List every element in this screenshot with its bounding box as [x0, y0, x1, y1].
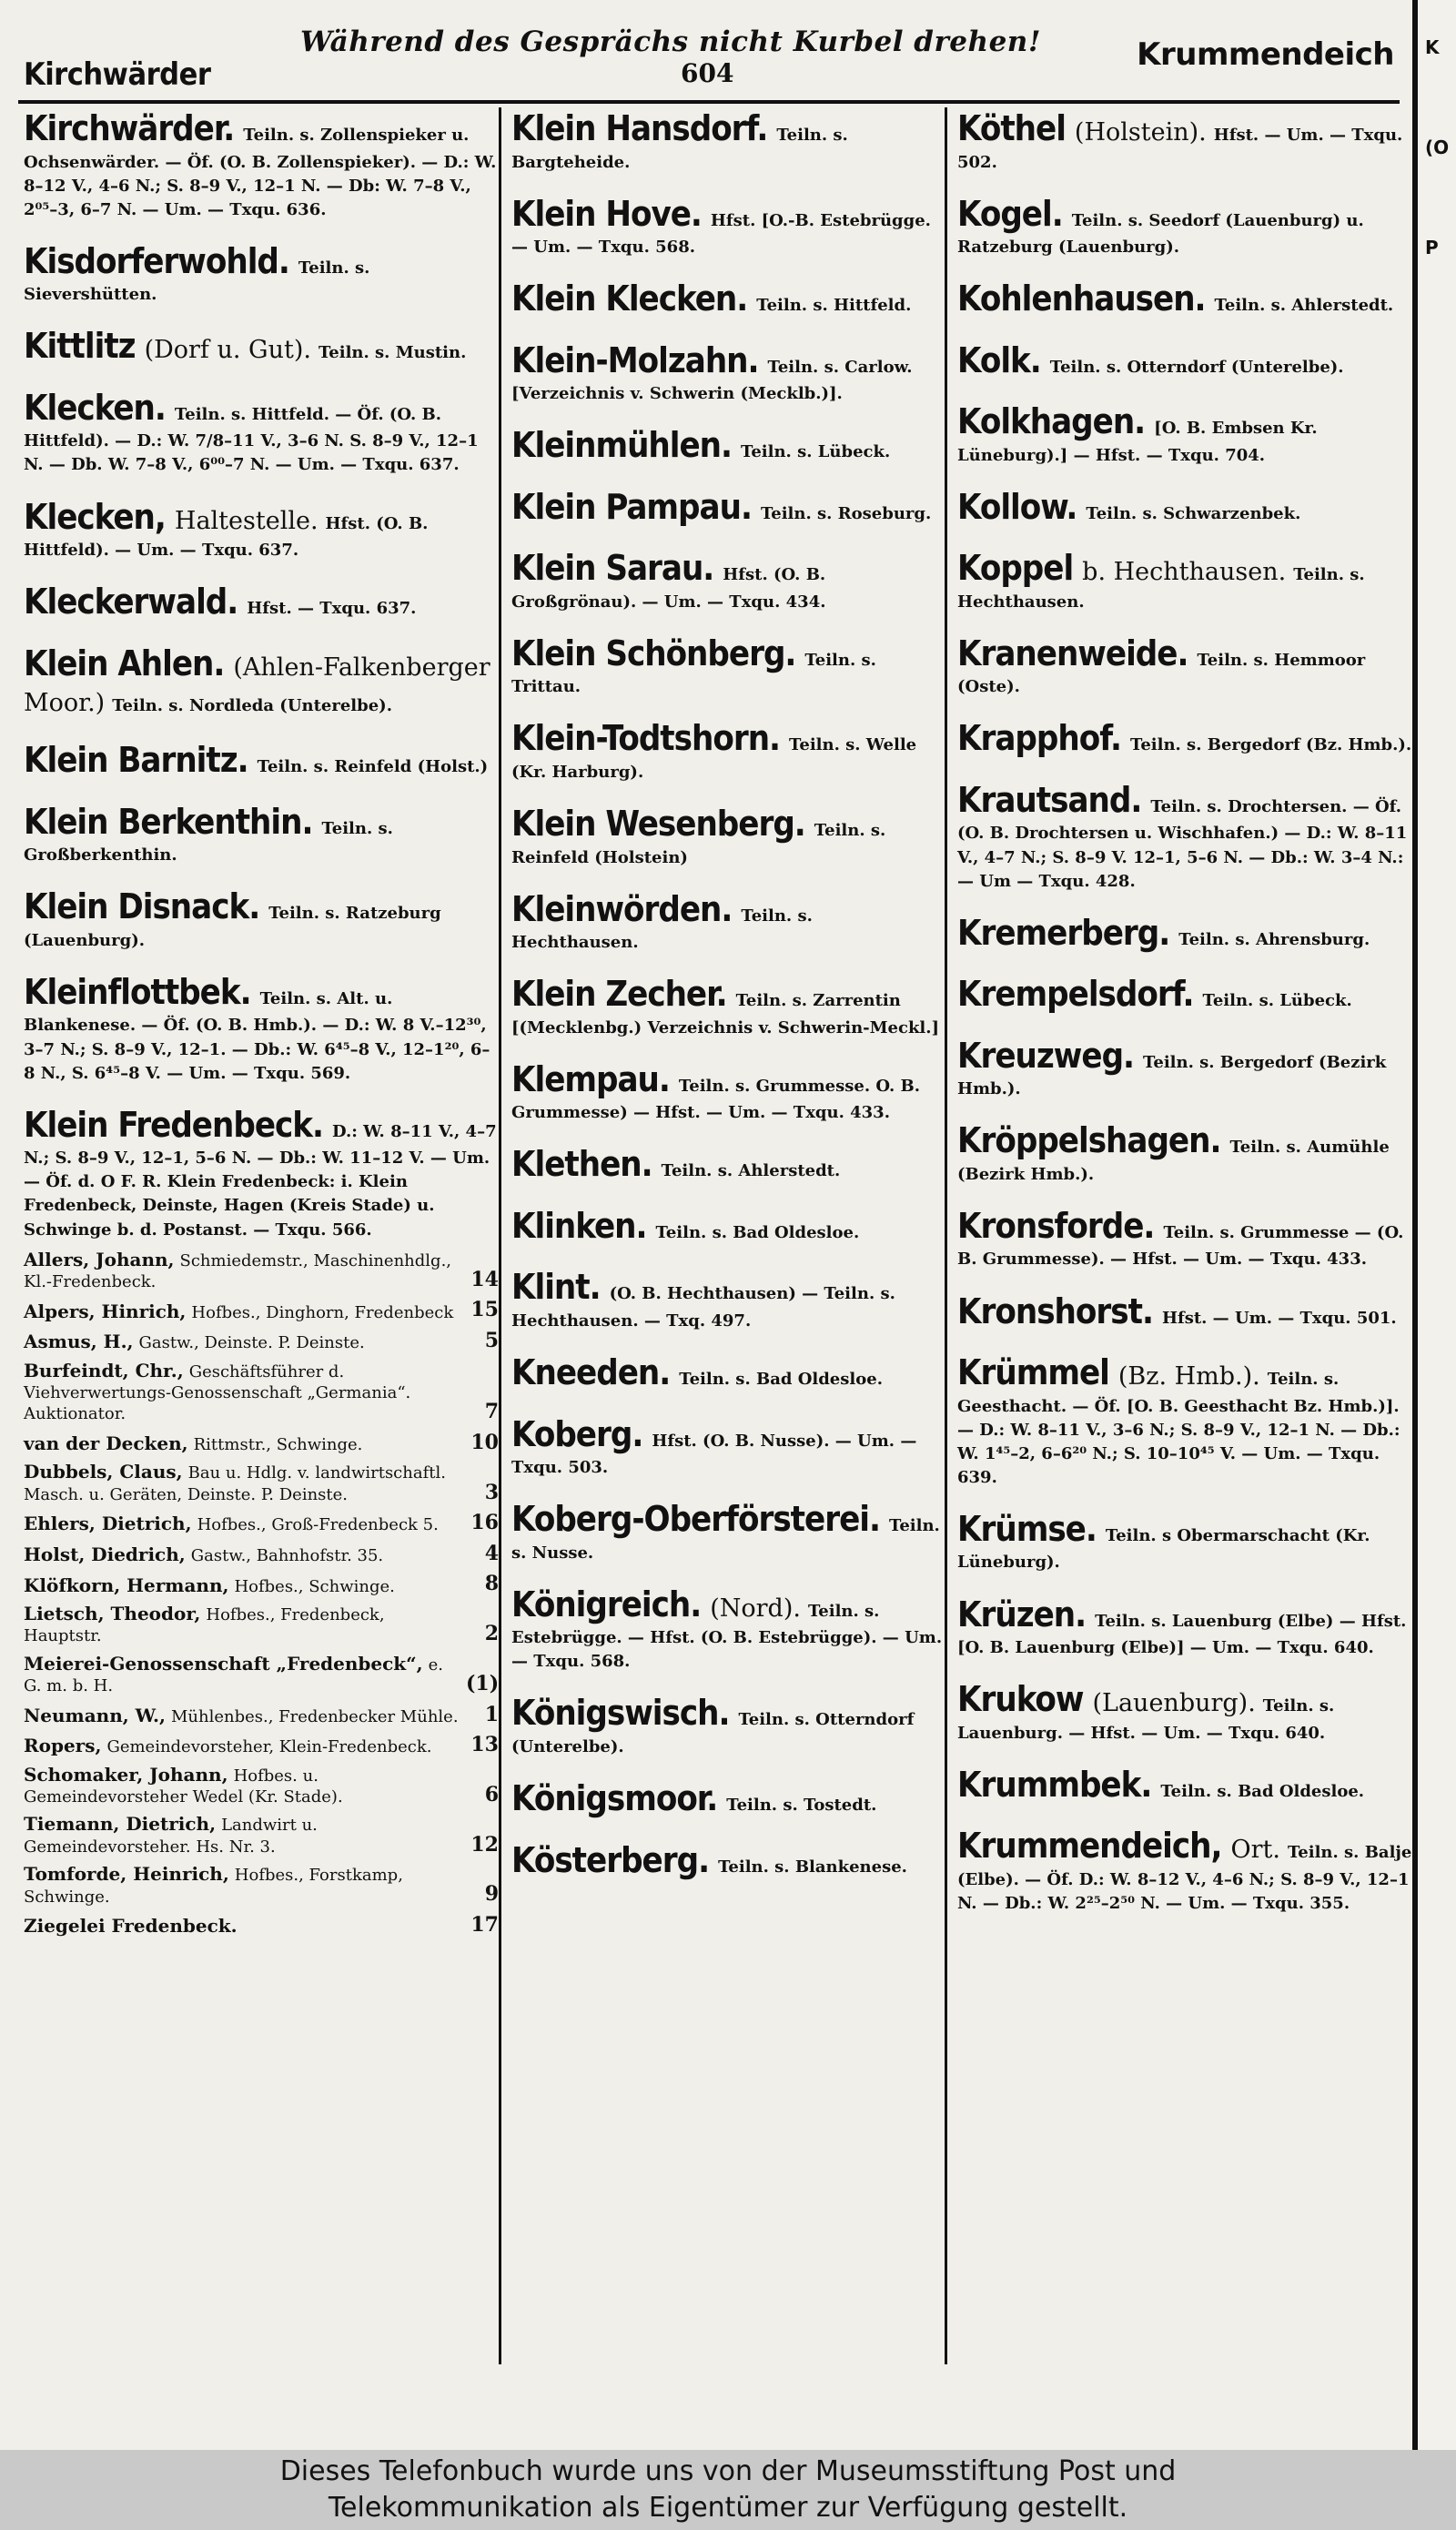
entry-details: Teiln. s. Carlow. [Verzeichnis v. Schwerin (Mecklb.)]. [511, 357, 913, 404]
subscriber-row [24, 1359, 499, 1425]
directory-entry [957, 1035, 1412, 1102]
archive-footer [0, 2450, 1456, 2530]
place-name: Klein Sarau. [511, 548, 714, 589]
subscriber-description: Schmiedemstr., Maschinenhdlg., Kl.-Fredenbeck. [24, 1250, 452, 1292]
phone-number: 15 [470, 1298, 499, 1322]
directory-entry [957, 547, 1412, 614]
entry-details: Teiln. s. Alt. u. Blankenese. — Öf. (O. B. Hmb.). — D.: W. 8 V.–12³⁰, 3–7 N.; S. 8–9 V., 12–1. — Db.: W. 6⁴⁵–8 V., 12–1²⁰, 6–8 N., S. 6⁴⁵–8 V. — Um. — Txqu. 569. [24, 988, 490, 1083]
directory-entry [511, 1413, 943, 1481]
phone-number: 12 [470, 1832, 499, 1857]
header-left-keyword: Kirchwärder [24, 56, 211, 93]
entry-details: Teiln. s. Lübeck. [1202, 991, 1352, 1011]
place-name: Koppel [957, 548, 1074, 589]
place-name: Kröppelshagen. [957, 1120, 1221, 1161]
place-name: Kittlitz [24, 326, 136, 367]
phone-number: 14 [470, 1267, 499, 1291]
directory-entry [511, 803, 943, 870]
phone-number: 1 [484, 1702, 499, 1726]
place-name: Kneeden. [511, 1352, 671, 1393]
subscriber-row [24, 1702, 499, 1728]
subscriber-name: Burfeindt, Chr., [24, 1359, 184, 1381]
directory-entry [957, 107, 1412, 175]
subscriber-name: Holst, Diedrich, [24, 1543, 186, 1565]
entry-details: Teiln. s. Otterndorf (Unterelbe). [1049, 357, 1344, 377]
entry-details: [O. B. Embsen Kr. Lüneburg).] — Hfst. — Txqu. 704. [957, 419, 1318, 465]
subscriber-description: Hofbes. u. Gemeindevorsteher Wedel (Kr. Stade). [24, 1766, 343, 1807]
place-name: Koberg-Oberförsterei. [511, 1499, 880, 1540]
directory-entry [24, 240, 499, 308]
directory-entry [957, 717, 1412, 761]
directory-entry [957, 1205, 1412, 1272]
entry-details: Teiln. s. Trittau. [511, 650, 876, 697]
place-name: Kisdorferwohld. [24, 240, 289, 281]
entry-details: Teiln. s. Zarrentin [(Mecklenbg.) Verzeichnis v. Schwerin-Meckl.] [511, 991, 940, 1037]
phone-number: 4 [484, 1541, 499, 1565]
entry-details: Teiln. s. Bad Oldesloe. [679, 1370, 883, 1390]
directory-entry [511, 1839, 943, 1883]
entry-details: Teiln. s. Bad Oldesloe. [1160, 1781, 1365, 1801]
directory-entry [957, 1290, 1412, 1334]
directory-entry [24, 107, 499, 222]
place-name: Krümmel [957, 1352, 1109, 1393]
entry-details: Teiln. s. Reinfeld (Holstein) [511, 821, 886, 867]
directory-entry [957, 912, 1412, 956]
subscriber-name: Asmus, H., [24, 1331, 134, 1353]
place-name: Krümse. [957, 1508, 1097, 1549]
place-name: Kolk. [957, 339, 1041, 380]
directory-entry [957, 1508, 1412, 1575]
entry-details: Teiln. s. Ahrensburg. [1178, 929, 1370, 949]
subscriber-name: Tomforde, Heinrich, [24, 1863, 229, 1886]
place-name: Klein Hansdorf. [511, 108, 768, 148]
entry-details: Teiln. s. Ratzeburg (Lauenburg). [24, 904, 441, 950]
subscriber-row [24, 1297, 499, 1323]
subscriber-description: Hofbes., Fredenbeck, Hauptstr. [24, 1604, 385, 1646]
directory-entry [957, 1678, 1412, 1746]
place-name: Klein Barnitz. [24, 740, 248, 781]
place-name: Kirchwärder. [24, 108, 235, 148]
header-right-keyword: Krummendeich [1137, 36, 1394, 73]
place-qualifier: (Nord). [710, 1594, 801, 1623]
place-name: Kronsforde. [957, 1205, 1155, 1246]
place-name: Klein Klecken. [511, 278, 748, 319]
place-name: Kronshorst. [957, 1290, 1153, 1331]
directory-entry [511, 339, 943, 407]
directory-entry [511, 1692, 943, 1759]
entry-details: Hfst. (O. B. Großgrönau). — Um. — Txqu. 434. [511, 565, 826, 612]
place-name: Kösterberg. [511, 1839, 710, 1880]
entry-details: Teiln. s. Nusse. [511, 1516, 940, 1563]
entry-details: Teiln. s. Bad Oldesloe. [655, 1222, 860, 1242]
subscriber-description: Gastw., Deinste. P. Deinste. [138, 1333, 365, 1353]
entry-details: Teiln. s. Zollenspieker u. Ochsenwärder. — Öf. (O. B. Zollenspieker). — D.: W. 8–12 V., 4–6 N.; S. 8–9 V., 12–1 N. — Db: W. 7–8 V., 2⁰⁵–3, 6–7 N. — Um. — Txqu. 636. [24, 126, 497, 219]
footer-line-1: Dieses Telefonbuch wurde uns von der Museumsstiftung Post und [279, 2455, 1177, 2487]
directory-entry [511, 486, 943, 530]
directory-entry [24, 971, 499, 1086]
directory-entry [511, 107, 943, 175]
column-2 [511, 107, 943, 1900]
place-name: Klethen. [511, 1144, 652, 1185]
place-name: Klint. [511, 1267, 601, 1308]
subscriber-description: Mühlenbes., Fredenbecker Mühle. [170, 1706, 459, 1726]
entry-details: Hfst. (O. B. Hittfeld). — Um. — Txqu. 637. [24, 513, 429, 561]
directory-entry [511, 1584, 943, 1675]
place-name: Klein Schönberg. [511, 632, 796, 673]
directory-entry [511, 1498, 943, 1565]
directory-entry [957, 1119, 1412, 1187]
place-name: Klein Disnack. [24, 886, 260, 927]
place-name: Kollow. [957, 486, 1077, 527]
edge-letter: K [1425, 36, 1440, 58]
place-qualifier: (Lauenburg). [1092, 1689, 1256, 1718]
directory-entry [957, 1594, 1412, 1661]
place-name: Kreuzweg. [957, 1035, 1135, 1076]
place-name: Kohlenhausen. [957, 278, 1206, 319]
entry-details: Teiln. s. Hittfeld. — Öf. (O. B. Hittfeld). — D.: W. 7/8–11 V., 3–6 N. S. 8–9 V., 12–1 N. — Db. W. 7–8 V., 6⁰⁰–7 N. — Um. — Txqu. 637. [24, 404, 479, 475]
entry-details: Teiln. s. Lauenburg (Elbe) — Hfst. [O. B. Lauenburg (Elbe)] — Um. — Txqu. 640. [957, 1611, 1407, 1657]
place-name: Klein Wesenberg. [511, 804, 805, 845]
entry-details: Teiln. s. Hechthausen. [957, 565, 1365, 612]
directory-entry [957, 1351, 1412, 1490]
entry-details: D.: W. 8–11 V., 4–7 N.; S. 8–9 V., 12–1, 5–6 N. — Db.: W. 11–12 V. — Um. — Öf. d. O F. R. Klein Fredenbeck: i. Klein Fredenbeck, Deinste, Hagen (Kreis Stade) u. Schwinge b. d. Postanst. — Txqu. 566. [24, 1121, 497, 1240]
subscriber-name: Lietsch, Theodor, [24, 1602, 201, 1624]
place-name: Klein Hove. [511, 193, 702, 234]
entry-details: Teiln. s. Bergedorf (Bezirk Hmb.). [957, 1052, 1387, 1099]
subscriber-row [24, 1510, 499, 1536]
subscriber-row [24, 1732, 499, 1758]
phone-number: 16 [470, 1511, 499, 1535]
place-name: Kleinflottbek. [24, 971, 251, 1012]
phone-number: 2 [484, 1622, 499, 1646]
place-name: Königsmoor. [511, 1778, 718, 1818]
entry-details: Teiln. s. Grummesse. O. B. Grummesse) — Hfst. — Um. — Txqu. 433. [511, 1076, 921, 1123]
directory-entry [511, 717, 943, 784]
directory-entry [24, 801, 499, 868]
directory-entry [957, 779, 1412, 894]
subscriber-name: Schomaker, Johann, [24, 1763, 228, 1786]
place-name: Kleinmühlen. [511, 425, 732, 466]
column-3 [957, 107, 1412, 1934]
place-name: Klein Zecher. [511, 974, 727, 1015]
entry-details: Teiln. s. Seedorf (Lauenburg) u. Ratzeburg (Lauenburg). [957, 210, 1364, 258]
place-name: Kogel. [957, 193, 1063, 234]
subscriber-name: Ropers, [24, 1735, 102, 1757]
subscriber-description: Gastw., Bahnhofstr. 35. [190, 1545, 384, 1565]
directory-entry [511, 193, 943, 260]
directory-entry [511, 278, 943, 321]
place-name: Kolkhagen. [957, 401, 1146, 442]
place-name: Kremerberg. [957, 912, 1170, 953]
entry-details: Teiln. s. Hemmoor (Oste). [957, 650, 1366, 697]
entry-details: Teiln. s. Hechthausen. [511, 906, 813, 953]
subscriber-row [24, 1248, 499, 1293]
subscriber-description: Hofbes., Forstkamp, Schwinge. [24, 1866, 403, 1907]
entry-details: (O. B. Hechthausen) — Teiln. s. Hechthausen. — Txq. 497. [511, 1284, 895, 1331]
phone-number: 13 [470, 1733, 499, 1757]
subscriber-description: Hofbes., Dinghorn, Fredenbeck [191, 1302, 454, 1322]
entry-details: Teiln. s. Großberkenthin. [24, 818, 393, 865]
place-qualifier: (Bz. Hmb.). [1117, 1362, 1260, 1392]
entry-details: Teiln. s. Mustin. [318, 343, 467, 363]
entry-details: Hfst. [O.-B. Estebrügge. — Um. — Txqu. 568. [511, 210, 931, 258]
directory-entry [511, 1143, 943, 1187]
directory-entry [511, 1058, 943, 1126]
entry-details: Hfst. (O. B. Nusse). — Um. — Txqu. 503. [511, 1431, 917, 1478]
place-qualifier: (Dorf u. Gut). [144, 336, 311, 365]
entry-details: Teiln. s. Estebrügge. — Hfst. (O. B. Estebrügge). — Um. — Txqu. 568. [511, 1601, 943, 1672]
place-name: Klinken. [511, 1205, 647, 1246]
directory-entry [24, 496, 499, 563]
entry-details: Teiln. s. Balje (Elbe). — Öf. D.: W. 8–12 V., 4–6 N.; S. 8–9 V., 12–1 N. — Db.: W. 2²⁵–2⁵⁰ N. — Um. — Txqu. 355. [957, 1843, 1412, 1913]
entry-details: Teiln. s. Bargteheide. [511, 126, 848, 172]
place-name: Krüzen. [957, 1594, 1087, 1634]
directory-entry [24, 643, 499, 722]
subscriber-description: e. G. m. b. H. [24, 1655, 444, 1696]
subscriber-row [24, 1862, 499, 1908]
entry-details: Teiln. s. Lauenburg. — Hfst. — Um. — Txqu. 640. [957, 1696, 1335, 1743]
directory-entry [957, 1764, 1412, 1807]
place-name: Königreich. [511, 1584, 702, 1624]
subscriber-name: Klöfkorn, Hermann, [24, 1574, 229, 1596]
subscriber-row [24, 1602, 499, 1647]
header-notice: Während des Gesprächs nicht Kurbel drehen! [300, 25, 1041, 58]
header-rule [18, 100, 1400, 104]
subscriber-description: Hofbes., Groß-Fredenbeck 5. [197, 1515, 439, 1535]
directory-entry [957, 278, 1412, 321]
directory-entry [957, 400, 1412, 468]
directory-entry [957, 486, 1412, 530]
entry-details: Teiln. s. Nordleda (Unterelbe). [112, 696, 392, 716]
subscriber-list [24, 1248, 499, 1938]
entry-details: Teiln. s. Geesthacht. — Öf. [O. B. Geesthacht Bz. Hmb.)]. — D.: W. 8–11 V., 3–6 N.; S. 8–9 V., 12–1 N. — Db.: W. 1⁴⁵–2, 6–6²⁰ N.; S. 10–10⁴⁵ V. — Um. — Txqu. 639. [957, 1370, 1400, 1487]
directory-entry [511, 1266, 943, 1333]
subscriber-row [24, 1571, 499, 1597]
place-qualifier: Ort. [1230, 1836, 1280, 1865]
entry-details: Teiln. s. Schwarzenbek. [1086, 503, 1301, 523]
directory-entry [511, 1351, 943, 1395]
entry-details: Teiln. s. Lübeck. [741, 442, 891, 462]
directory-entry [24, 581, 499, 624]
place-name: Krummendeich, [957, 1826, 1222, 1867]
place-name: Krukow [957, 1679, 1084, 1720]
place-name: Klein Berkenthin. [24, 801, 313, 842]
entry-details: Teiln. s. Sievershütten. [24, 258, 370, 305]
directory-entry [957, 632, 1412, 700]
place-name: Klecken. [24, 387, 166, 428]
subscriber-name: Dubbels, Claus, [24, 1461, 183, 1483]
place-name: Krautsand. [957, 779, 1142, 820]
entry-details: Teiln. s. Drochtersen. — Öf. (O. B. Drochtersen u. Wischhafen.) — D.: W. 8–11 V., 4–7 N.; S. 8–9 V. 12–1, 5–6 N. — Db.: W. 3–4 N.: — Um — Txqu. 428. [957, 796, 1408, 891]
subscriber-description: Bau u. Hdlg. v. landwirtschaftl. Masch. u. Geräten, Deinste. P. Deinste. [24, 1463, 446, 1504]
entry-details: Teiln. s. Aumühle (Bezirk Hmb.). [957, 1138, 1390, 1184]
subscriber-description: Landwirt u. Gemeindevorsteher. Hs. Nr. 3. [24, 1816, 318, 1857]
directory-entry [511, 1777, 943, 1821]
entry-details: Teiln. s. Grummesse — (O. B. Grummesse). — Hfst. — Um. — Txqu. 433. [957, 1222, 1404, 1270]
directory-entry [24, 739, 499, 783]
adjacent-page-edge [1412, 0, 1456, 2450]
entry-details: Teiln. s. Reinfeld (Holst.) [257, 757, 489, 777]
place-qualifier: Haltestelle. [174, 506, 318, 535]
column-1 [24, 107, 499, 1957]
entry-details: Teiln. s. Blankenese. [718, 1857, 907, 1877]
subscriber-description: Hofbes., Schwinge. [234, 1576, 395, 1596]
entry-details: Teiln. s. Ahlerstedt. [1214, 296, 1394, 316]
phone-number: 5 [484, 1329, 499, 1353]
column-divider [499, 107, 501, 2364]
entry-details: Hfst. — Txqu. 637. [247, 599, 417, 619]
subscriber-name: van der Decken, [24, 1432, 188, 1454]
subscriber-description: Geschäftsführer d. Viehverwertungs-Genossenschaft „Germania“. Auktionator. [24, 1361, 411, 1424]
place-name: Klein-Todtshorn. [511, 718, 781, 759]
place-name: Klempau. [511, 1058, 670, 1099]
page-number: 604 [681, 58, 734, 88]
place-name: Kranenweide. [957, 632, 1188, 673]
place-name: Kleckerwald. [24, 582, 238, 622]
subscriber-row [24, 1812, 499, 1857]
subscriber-row [24, 1541, 499, 1567]
place-qualifier: b. Hechthausen. [1082, 558, 1287, 587]
place-qualifier: (Ahlen-Falkenberger Moor.) [24, 653, 490, 718]
subscriber-name: Neumann, W., [24, 1704, 166, 1726]
place-name: Krapphof. [957, 718, 1121, 759]
directory-entry [24, 1104, 499, 1938]
place-name: Krummbek. [957, 1764, 1152, 1805]
phone-number: 9 [484, 1882, 499, 1907]
entry-details: Teiln. s. Bergedorf (Bz. Hmb.). [1129, 735, 1412, 755]
entry-details: Hfst. — Um. — Txqu. 501. [1161, 1308, 1397, 1328]
directory-entry [957, 193, 1412, 260]
subscriber-name: Ehlers, Dietrich, [24, 1513, 192, 1535]
place-name: Klein Pampau. [511, 486, 752, 527]
phone-number: 8 [484, 1572, 499, 1596]
directory-entry [511, 1205, 943, 1249]
subscriber-name: Alpers, Hinrich, [24, 1300, 187, 1322]
place-name: Königswisch. [511, 1693, 730, 1734]
place-name: Köthel [957, 108, 1066, 148]
place-name: Kleinwörden. [511, 888, 733, 929]
phone-number: (1) [466, 1671, 500, 1695]
subscriber-description: Gemeindevorsteher, Klein-Fredenbeck. [106, 1737, 432, 1757]
place-name: Klein Fredenbeck. [24, 1104, 323, 1145]
place-name: Klein-Molzahn. [511, 339, 759, 380]
entry-details: Teiln. s. Welle (Kr. Harburg). [511, 735, 917, 782]
directory-entry [511, 632, 943, 700]
subscriber-row [24, 1652, 499, 1697]
column-divider [945, 107, 947, 2364]
place-name: Klecken, [24, 496, 166, 537]
entry-details: Hfst. — Um. — Txqu. 502. [957, 126, 1403, 172]
subscriber-row [24, 1460, 499, 1505]
edge-letter: P [1425, 237, 1439, 258]
phone-number: 10 [470, 1430, 499, 1454]
phone-number: 17 [470, 1913, 499, 1938]
subscriber-name: Ziegelei Fredenbeck. [24, 1915, 238, 1938]
subscriber-name: Meierei-Genossenschaft „Fredenbeck“, [24, 1652, 423, 1675]
directory-entry [957, 973, 1412, 1017]
entry-details: Teiln. s. Otterndorf (Unterelbe). [511, 1710, 915, 1756]
entry-details: Teiln. s. Ahlerstedt. [661, 1161, 841, 1181]
phone-number: 6 [484, 1782, 499, 1806]
footer-line-2: Telekommunikation als Eigentümer zur Verfügung gestellt. [328, 2492, 1128, 2524]
subscriber-row [24, 1430, 499, 1456]
subscriber-row [24, 1912, 499, 1938]
place-qualifier: (Holstein). [1074, 118, 1207, 147]
entry-details: Teiln. s. Roseburg. [760, 503, 932, 523]
phone-number: 7 [484, 1400, 499, 1424]
edge-letter: (O [1425, 137, 1450, 158]
directory-entry [511, 888, 943, 956]
subscriber-row [24, 1763, 499, 1808]
place-name: Klein Ahlen. [24, 643, 225, 683]
directory-entry [511, 973, 943, 1040]
directory-entry [24, 325, 499, 369]
subscriber-name: Tiemann, Dietrich, [24, 1813, 217, 1836]
subscriber-name: Allers, Johann, [24, 1248, 175, 1270]
directory-entry [957, 1825, 1412, 1916]
directory-entry [511, 547, 943, 614]
phone-number: 3 [484, 1480, 499, 1504]
subscriber-row [24, 1328, 499, 1354]
directory-entry [511, 424, 943, 468]
directory-entry [24, 886, 499, 953]
entry-details: Teiln. s. Tostedt. [726, 1796, 877, 1815]
place-name: Krempelsdorf. [957, 974, 1194, 1015]
directory-entry [957, 339, 1412, 383]
page-header [0, 0, 1412, 102]
subscriber-description: Rittmstr., Schwinge. [193, 1434, 363, 1454]
directory-entry [24, 387, 499, 478]
place-name: Koberg. [511, 1413, 643, 1454]
entry-details: Teiln. s Obermarschacht (Kr. Lüneburg). [957, 1525, 1370, 1573]
entry-details: Teiln. s. Hittfeld. [756, 296, 912, 316]
